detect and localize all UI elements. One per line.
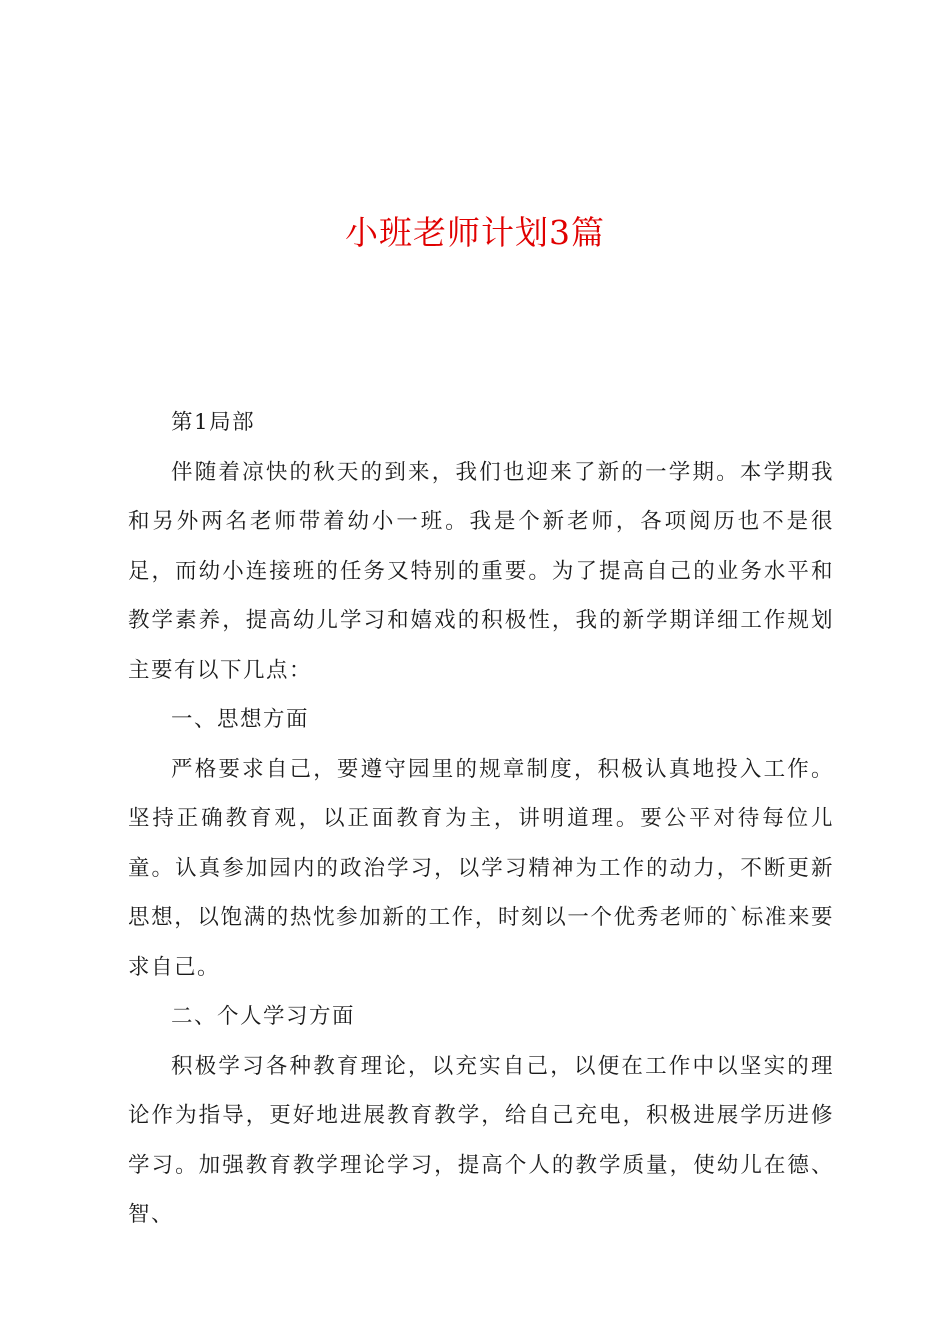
thought-paragraph: 严格要求自己，要遵守园里的规章制度，积极认真地投入工作。坚持正确教育观，以正面教育为主，讲明道理。要公平对待每位儿童。认真参加园内的政治学习，以学习精神为工作的动力，不断更新思想，以饱满的热忱参加新的工作，时刻以一个优秀老师的`标准来要求自己。 xyxy=(128,756,834,980)
intro-paragraph: 伴随着凉快的秋天的到来，我们也迎来了新的一学期。本学期我和另外两名老师带着幼小一班。我是个新老师，各项阅历也不是很足，而幼小连接班的任务又特别的重要。为了提高自己的业务水平和教学素养，提高幼儿学习和嬉戏的积极性，我的新学期详细工作规划主要有以下几点： xyxy=(128,459,834,683)
section-heading-thought: 一、思想方面 xyxy=(171,707,310,732)
section-heading-study: 二、个人学习方面 xyxy=(171,1004,356,1029)
section-heading-part-1: 第1局部 xyxy=(171,410,256,435)
document-body xyxy=(128,398,834,1240)
document-title: 小班老师计划3篇 xyxy=(345,213,605,252)
study-paragraph: 积极学习各种教育理论，以充实自己，以便在工作中以坚实的理论作为指导，更好地进展教育教学，给自己充电，积极进展学历进修学习。加强教育教学理论学习，提高个人的教学质量，使幼儿在德、智、 xyxy=(128,1053,834,1227)
